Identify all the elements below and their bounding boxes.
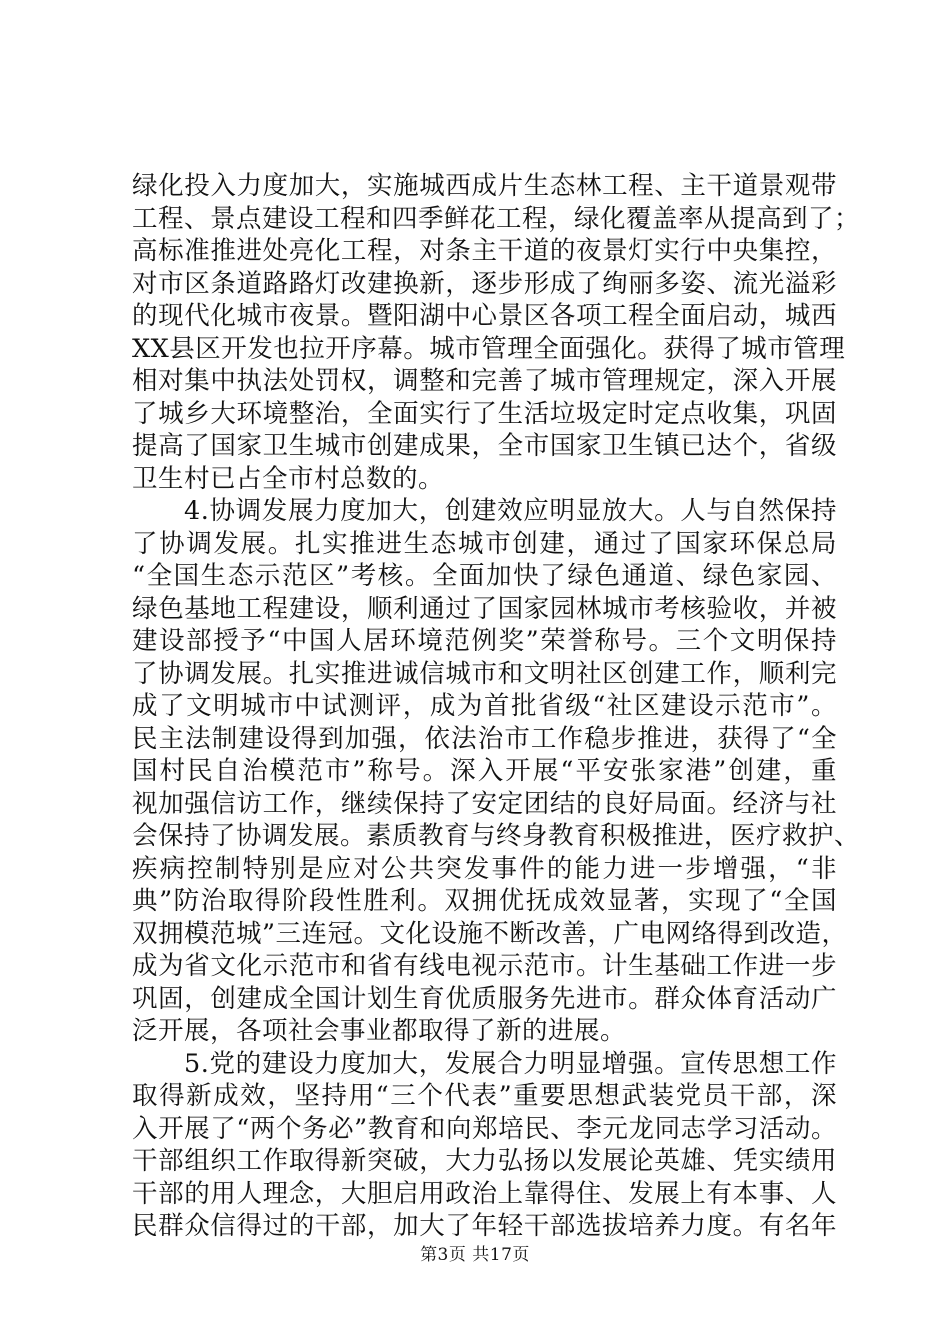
text-line: 建设部授予“中国人居环境范例奖”荣誉称号。三个文明保持 (132, 626, 837, 656)
text-line: 民群众信得过的干部，加大了年轻干部选拔培养力度。有名年 (132, 1211, 837, 1241)
text-line: “全国生态示范区”考核。全面加快了绿色通道、绿色家园、 (132, 561, 837, 591)
text-line: 双拥模范城”三连冠。文化设施不断改善，广电网络得到改造， (132, 918, 848, 949)
text-line: 工程、景点建设工程和四季鲜花工程，绿化覆盖率从提高到了； (132, 203, 861, 234)
text-line: 卫生村已占全市村总数的。 (132, 463, 445, 494)
text-line: 对市区条道路路灯改建换新，逐步形成了绚丽多姿、流光溢彩 (132, 268, 837, 299)
text-line: XX县区开发也拉开序幕。城市管理全面强化。获得了城市管理 (132, 333, 846, 364)
page-number-footer: 第3页 共17页 (420, 1245, 530, 1265)
text-line: 会保持了协调发展。素质教育与终身教育积极推进，医疗救护、 (132, 821, 861, 851)
text-line: 高标准推进处亮化工程，对条主干道的夜景灯实行中央集控， (132, 236, 837, 266)
text-line: 国村民自治模范市”称号。深入开展“平安张家港”创建，重 (132, 756, 837, 786)
text-line: 民主法制建设得到加强，依法治市工作稳步推进，获得了“全 (132, 723, 837, 754)
text-line: 成了文明城市中试测评，成为首批省级“社区建设示范市”。 (132, 691, 837, 721)
text-line: 的现代化城市夜景。暨阳湖中心景区各项工程全面启动，城西 (132, 301, 837, 331)
text-line: 了城乡大环境整治，全面实行了生活垃圾定时定点收集，巩固 (132, 398, 837, 429)
text-line: 典”防治取得阶段性胜利。双拥优抚成效显著，实现了“全国 (132, 886, 837, 916)
text-line: 取得新成效，坚持用“三个代表”重要思想武装党员干部，深 (132, 1081, 837, 1111)
text-line: 了协调发展。扎实推进诚信城市和文明社区创建工作，顺利完 (132, 658, 837, 689)
text-line: 巩固，创建成全国计划生育优质服务先进市。群众体育活动广 (132, 983, 837, 1014)
text-line: 干部的用人理念，大胆启用政治上靠得住、发展上有本事、人 (132, 1178, 837, 1209)
text-line: 疾病控制特别是应对公共突发事件的能力进一步增强，“非 (132, 853, 837, 884)
paragraph-4-heading-line: 4.协调发展力度加大，创建效应明显放大。人与自然保持 (184, 496, 837, 526)
text-line: 视加强信访工作，继续保持了安定团结的良好局面。经济与社 (132, 788, 837, 819)
text-line: 干部组织工作取得新突破，大力弘扬以发展论英雄、凭实绩用 (132, 1146, 837, 1176)
text-line: 成为省文化示范市和省有线电视示范市。计生基础工作进一步 (132, 951, 837, 981)
text-line: 了协调发展。扎实推进生态城市创建，通过了国家环保总局 (132, 528, 837, 559)
text-line: 泛开展，各项社会事业都取得了新的进展。 (132, 1016, 627, 1046)
body-text (132, 170, 861, 1243)
text-line: 入开展了“两个务必”教育和向郑培民、李元龙同志学习活动。 (132, 1113, 837, 1144)
text-line: 提高了国家卫生城市创建成果，全市国家卫生镇已达个，省级 (132, 431, 837, 461)
text-line: 绿色基地工程建设，顺利通过了国家园林城市考核验收，并被 (132, 593, 837, 624)
text-line: 相对集中执法处罚权，调整和完善了城市管理规定，深入开展 (132, 366, 837, 396)
paragraph-5-heading-line: 5.党的建设力度加大，发展合力明显增强。宣传思想工作 (184, 1048, 837, 1079)
text-line: 绿化投入力度加大，实施城西成片生态林工程、主干道景观带 (132, 171, 837, 201)
